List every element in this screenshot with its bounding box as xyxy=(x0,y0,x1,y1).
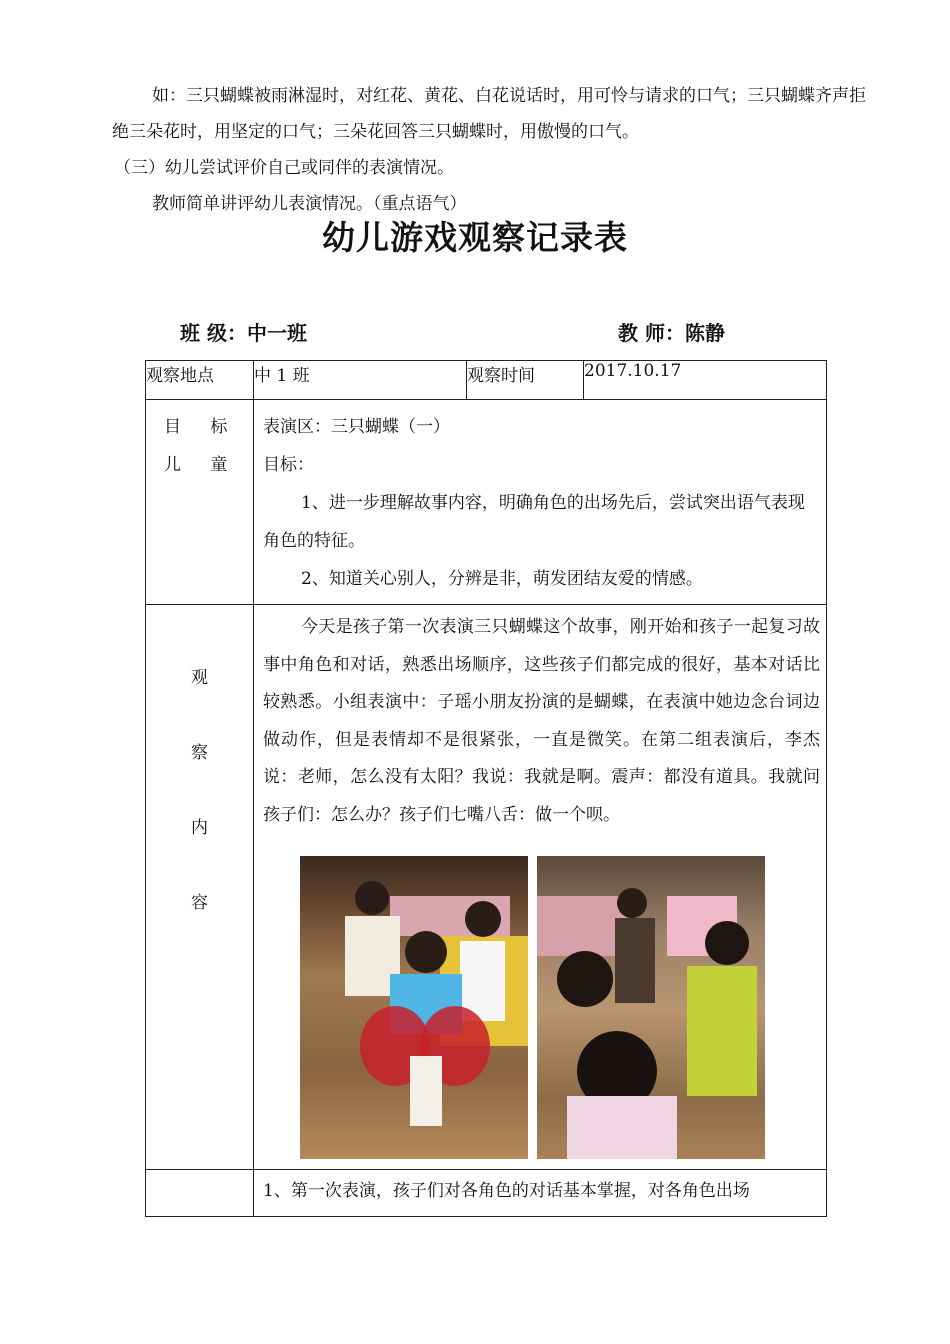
table-row-place-time xyxy=(146,361,827,400)
reflection-text: 1、第一次表演，孩子们对各角色的对话基本掌握，对各角色出场 xyxy=(263,1181,750,1201)
observation-table xyxy=(145,360,827,1217)
place-label: 观察地点 xyxy=(146,361,254,400)
intro-text xyxy=(112,78,872,222)
time-label: 观察时间 xyxy=(467,361,584,400)
observe-text: 今天是孩子第一次表演三只蝴蝶这个故事，刚开始和孩子一起复习故事中角色和对话，熟悉出场顺序，这些孩子们都完成的很好，基本对话比较熟悉。小组表演中：子瑶小朋友扮演的是蝴蝶，在表演中她边念台词边做动作，但是表情却不是很紧张，一直是微笑。在第二组表演后，李杰说：老师，怎么没有太阳？我说：我就是啊。震声：都没有道具。我就问孩子们：怎么办？孩子们七嘴八舌：做一个呗。 xyxy=(263,617,820,825)
place-value: 中 1 班 xyxy=(254,361,467,400)
photo-row xyxy=(254,834,826,1169)
target-heading: 目标： xyxy=(263,455,314,475)
page-title: 幼儿游戏观察记录表 xyxy=(322,218,628,257)
target-label-cell xyxy=(146,400,254,605)
teacher-field: 教 师：陈静 xyxy=(618,321,725,345)
goal-2: 2、知道关心别人，分辨是非，萌发团结友爱的情感。 xyxy=(301,569,703,589)
intro-paragraph-1: 如：三只蝴蝶被雨淋湿时，对红花、黄花、白花说话时，用可怜与请求的口气；三只蝴蝶齐声拒绝三朵花时，用坚定的口气；三朵花回答三只蝴蝶时，用傲慢的口气。 xyxy=(112,86,866,142)
observe-label-char: 内 xyxy=(191,818,208,838)
table-row-target xyxy=(146,400,827,605)
goal-1: 1、进一步理解故事内容，明确角色的出场先后，尝试突出语气表现角色的特征。 xyxy=(263,493,805,551)
photo-children-performing-1 xyxy=(300,856,528,1159)
photo-children-performing-2 xyxy=(537,856,765,1159)
intro-section-3: （三）幼儿尝试评价自己或同伴的表演情况。 xyxy=(114,158,454,178)
class-field: 班 级：中一班 xyxy=(180,321,307,345)
observe-label-cell xyxy=(146,605,254,1170)
reflection-content-cell xyxy=(254,1170,827,1217)
target-label-1: 目 标 xyxy=(164,417,240,437)
observe-label-char: 观 xyxy=(191,668,208,688)
reflection-label-cell xyxy=(146,1170,254,1217)
target-label-2: 儿 童 xyxy=(164,455,240,475)
time-value: 2017.10.17 xyxy=(584,361,827,400)
target-area: 表演区：三只蝴蝶（一） xyxy=(263,417,450,437)
table-row-observation xyxy=(146,605,827,1170)
table-row-reflection xyxy=(146,1170,827,1217)
intro-paragraph-2: 教师简单讲评幼儿表演情况。（重点语气） xyxy=(152,194,467,214)
observe-content-cell xyxy=(254,605,827,1170)
observe-label-char: 察 xyxy=(191,743,208,763)
observe-label-char: 容 xyxy=(191,893,208,913)
target-content-cell xyxy=(254,400,827,605)
